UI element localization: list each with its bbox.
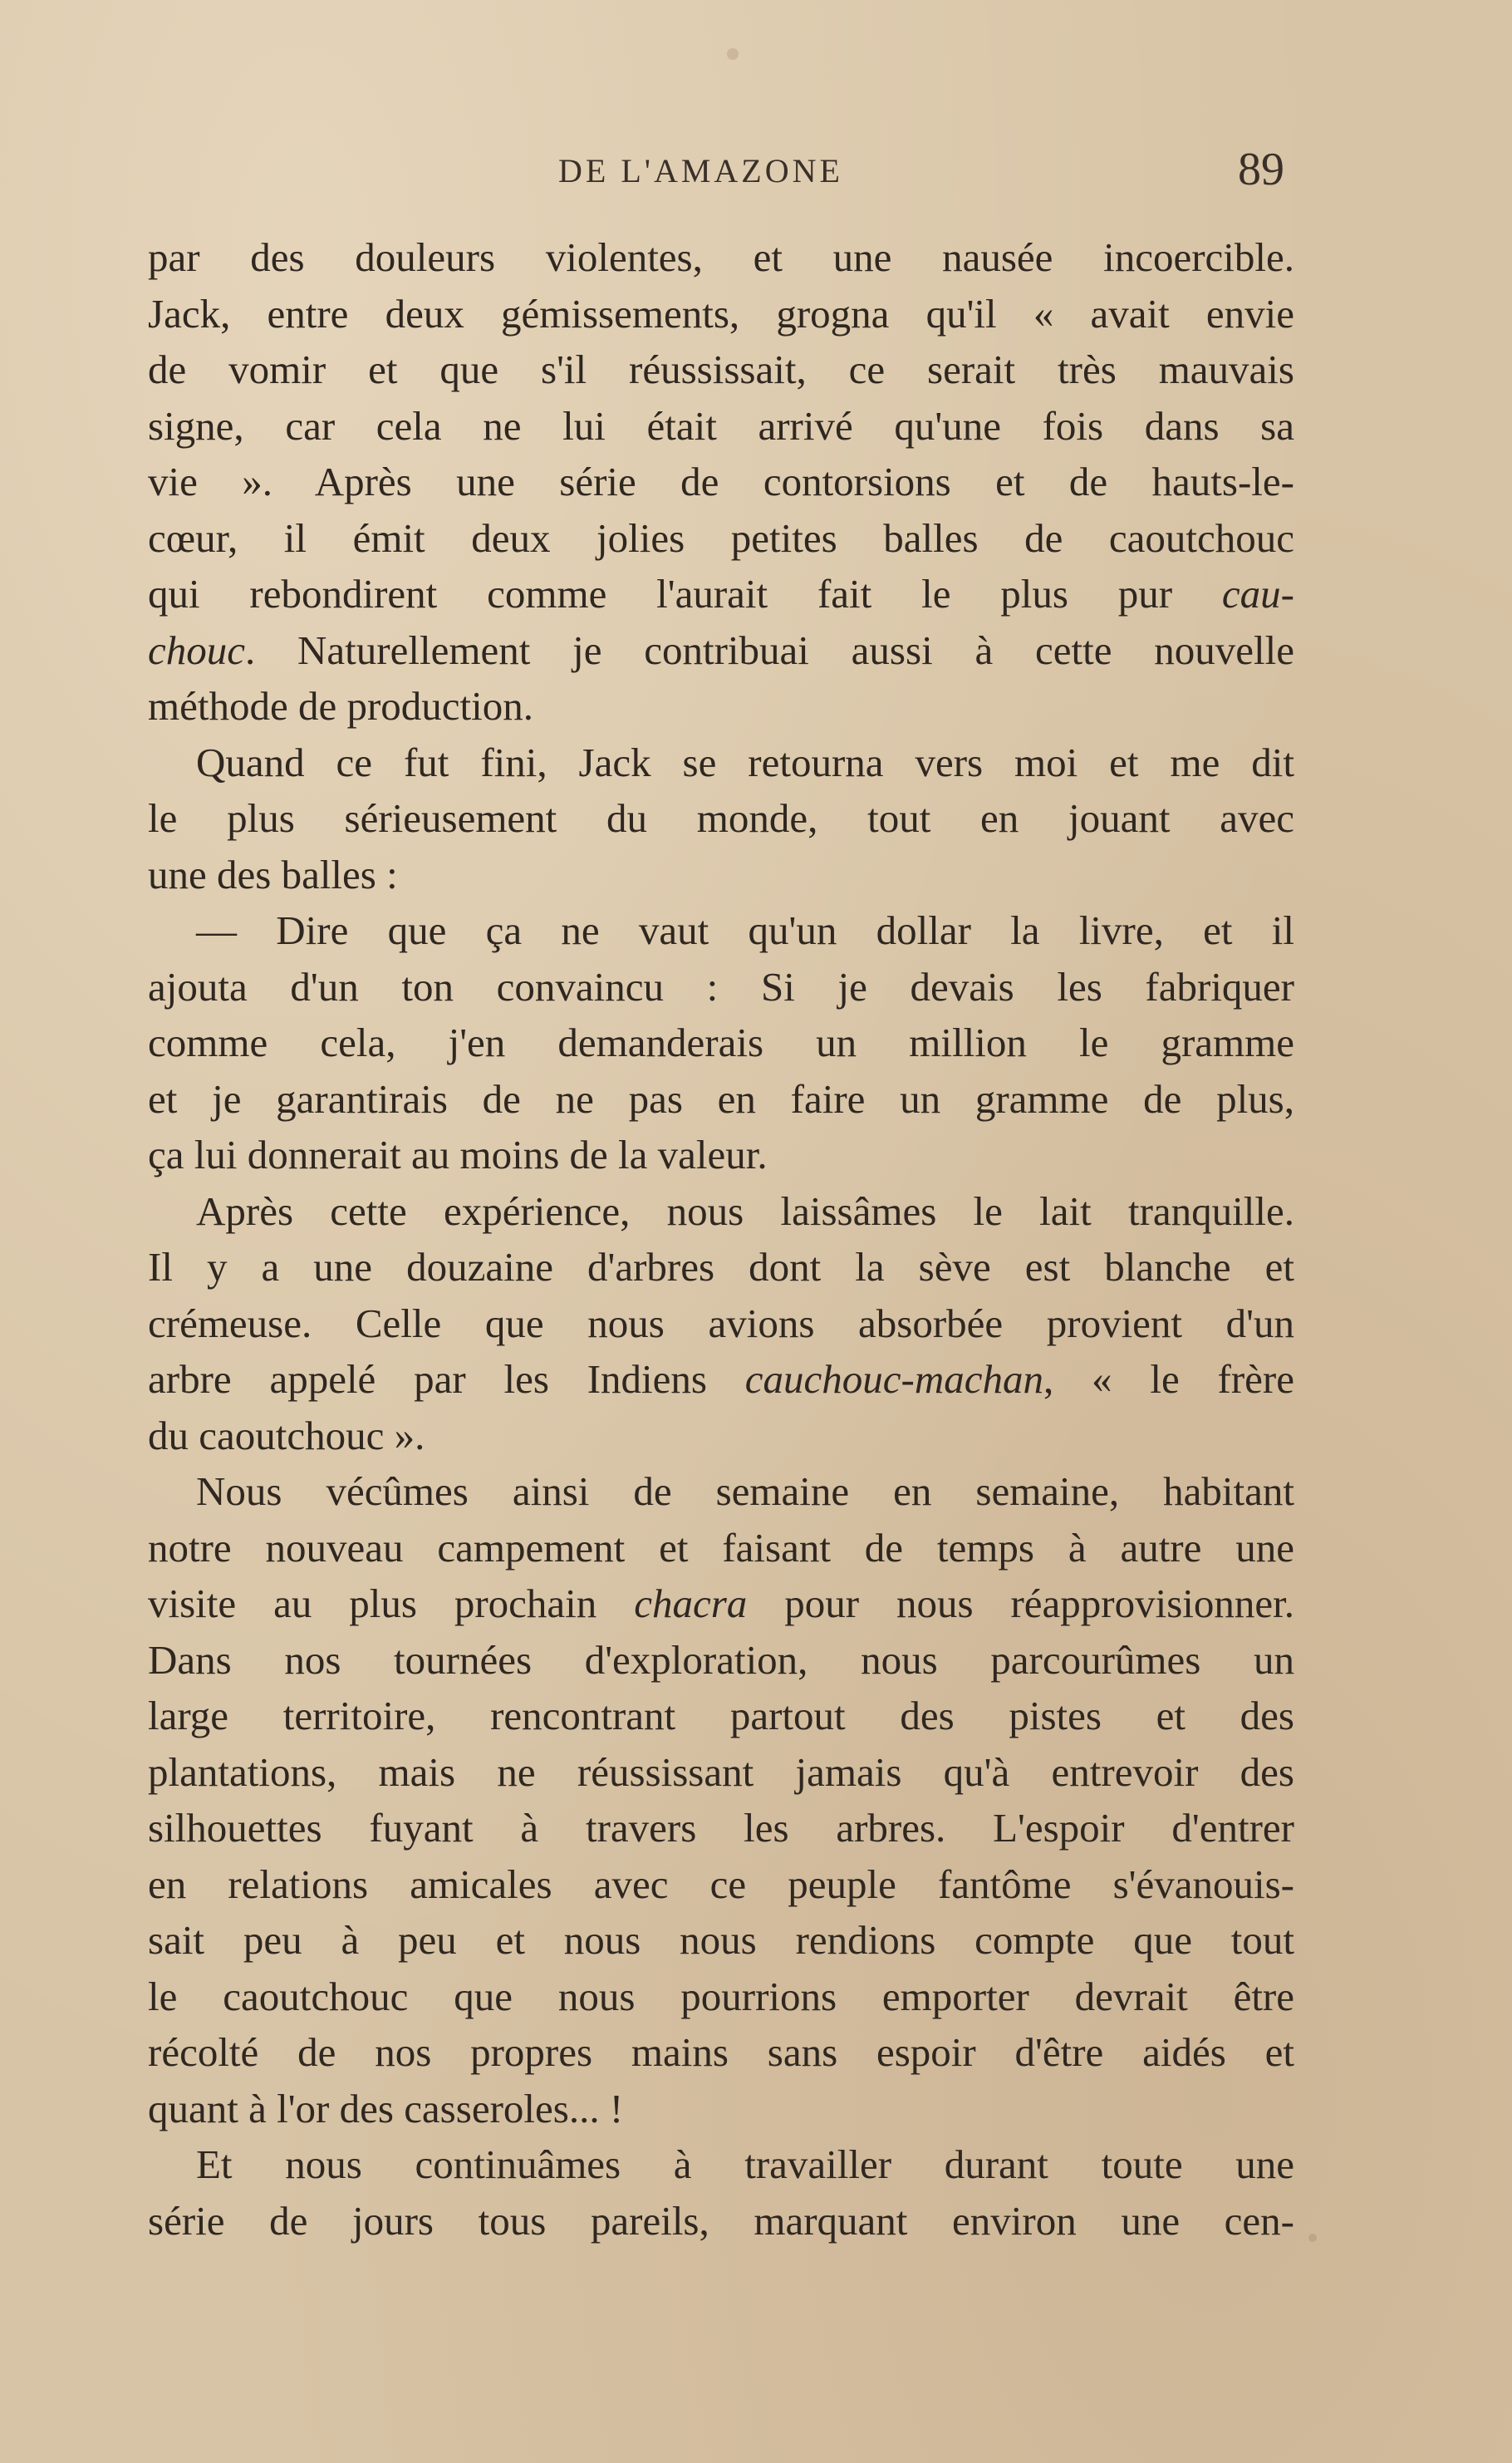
text-segment: , « le frère — [1043, 1356, 1294, 1402]
body-text — [148, 229, 1294, 2249]
text-line — [148, 2136, 1294, 2193]
text-segment: cœur, il émit deux jolies petites balles de caoutchouc — [148, 514, 1294, 561]
text-line — [148, 1912, 1294, 1969]
text-line — [148, 286, 1294, 342]
running-head — [0, 143, 1512, 201]
text-segment: en relations amicales avec ce peuple fantôme s'évanouis- — [148, 1861, 1294, 1907]
text-segment: le caoutchouc que nous pourrions emporter devrait être — [148, 1973, 1294, 2019]
text-line — [148, 1688, 1294, 1744]
text-segment: Jack, entre deux gémissements, grogna qu'il « avait envie — [148, 290, 1294, 337]
text-line — [148, 1856, 1294, 1913]
text-line — [148, 1183, 1294, 1240]
text-line — [148, 847, 1294, 903]
text-segment: Nous vécûmes ainsi de semaine en semaine, habitant — [196, 1468, 1294, 1514]
page-number: 89 — [1238, 144, 1284, 195]
italic-term: cauchouc-machan — [744, 1356, 1043, 1402]
text-segment: comme cela, j'en demanderais un million le gramme — [148, 1020, 1294, 1065]
text-segment: Et nous continuâmes à travailler durant toute une — [196, 2141, 1294, 2187]
text-segment: sait peu à peu et nous nous rendions compte que tout — [148, 1917, 1294, 1963]
text-line — [148, 2081, 1294, 2137]
text-segment: Dans nos tournées d'exploration, nous parcourûmes un — [148, 1636, 1294, 1683]
text-line — [148, 454, 1294, 510]
paper-stain — [727, 48, 739, 60]
text-segment: Après cette expérience, nous laissâmes le lait tranquille. — [196, 1187, 1294, 1234]
text-segment: de vomir et que s'il réussissait, ce serait très mauvais — [148, 347, 1294, 392]
text-line — [148, 790, 1294, 847]
text-line — [148, 398, 1294, 455]
text-segment: crémeuse. Celle que nous avions absorbée provient d'un — [148, 1300, 1294, 1346]
text-segment: arbre appelé par les Indiens — [148, 1356, 745, 1402]
text-segment: Quand ce fut fini, Jack se retourna vers moi et me dit — [196, 739, 1294, 785]
text-segment: et je garantirais de ne pas en faire un gramme de plus, — [148, 1075, 1294, 1122]
italic-term: cau- — [1221, 571, 1294, 617]
text-line — [148, 959, 1294, 1015]
text-segment: Il y a une douzaine d'arbres dont la sève est blanche et — [148, 1244, 1294, 1290]
text-line — [148, 1632, 1294, 1689]
text-line — [148, 622, 1294, 679]
text-line — [148, 566, 1294, 622]
text-line — [148, 1071, 1294, 1128]
text-segment: ça lui donnerait au moins de la valeur. — [148, 1132, 768, 1177]
text-segment: notre nouveau campement et faisant de temps à autre une — [148, 1524, 1294, 1571]
text-segment: par des douleurs violentes, et une nausée incoercible. — [148, 234, 1294, 280]
text-line — [148, 1295, 1294, 1352]
text-segment: pour nous réapprovisionner. — [747, 1581, 1294, 1626]
text-line — [148, 2024, 1294, 2081]
text-line — [148, 342, 1294, 398]
text-segment: plantations, mais ne réussissant jamais qu'à entrevoir des — [148, 1748, 1294, 1795]
text-segment: signe, car cela ne lui était arrivé qu'une fois dans sa — [148, 402, 1294, 449]
text-line — [148, 1408, 1294, 1464]
text-segment: silhouettes fuyant à travers les arbres. L'espoir d'entrer — [148, 1805, 1294, 1851]
text-segment: une des balles : — [148, 851, 398, 897]
text-segment: quant à l'or des casseroles... ! — [148, 2085, 624, 2131]
text-line — [148, 1015, 1294, 1071]
text-line — [148, 229, 1294, 286]
text-segment: ajouta d'un ton convaincu : Si je devais les fabriquer — [148, 963, 1294, 1010]
text-line — [148, 1351, 1294, 1408]
italic-term: chacra — [634, 1581, 748, 1626]
italic-term: chouc — [148, 627, 245, 673]
text-line — [148, 510, 1294, 567]
running-title: DE L'AMAZONE — [558, 152, 843, 189]
text-segment: méthode de production. — [148, 683, 534, 729]
text-segment: — Dire que ça ne vaut qu'un dollar la livre, et il — [196, 907, 1294, 953]
text-segment: vie ». Après une série de contorsions et de hauts-le- — [148, 459, 1294, 504]
text-line — [148, 678, 1294, 735]
text-line — [148, 902, 1294, 959]
text-line — [148, 735, 1294, 791]
text-line — [148, 1520, 1294, 1576]
text-line — [148, 1744, 1294, 1801]
text-segment: récolté de nos propres mains sans espoir d'être aidés et — [148, 2029, 1294, 2075]
text-segment: large territoire, rencontrant partout des pistes et des — [148, 1693, 1294, 1738]
text-line — [148, 1969, 1294, 2025]
text-segment: série de jours tous pareils, marquant environ une cen- — [148, 2197, 1294, 2244]
text-segment: . Naturellement je contribuai aussi à cette nouvelle — [245, 627, 1294, 673]
text-segment: qui rebondirent comme l'aurait fait le plus pur — [148, 571, 1222, 617]
text-line — [148, 1463, 1294, 1520]
text-line — [148, 1239, 1294, 1295]
text-segment: visite au plus prochain — [148, 1581, 635, 1626]
text-line — [148, 1576, 1294, 1632]
text-line — [148, 2193, 1294, 2249]
text-line — [148, 1127, 1294, 1183]
text-segment: le plus sérieusement du monde, tout en jouant avec — [148, 795, 1294, 841]
text-line — [148, 1800, 1294, 1856]
paper-stain — [1308, 2234, 1317, 2242]
text-segment: du caoutchouc ». — [148, 1412, 425, 1458]
